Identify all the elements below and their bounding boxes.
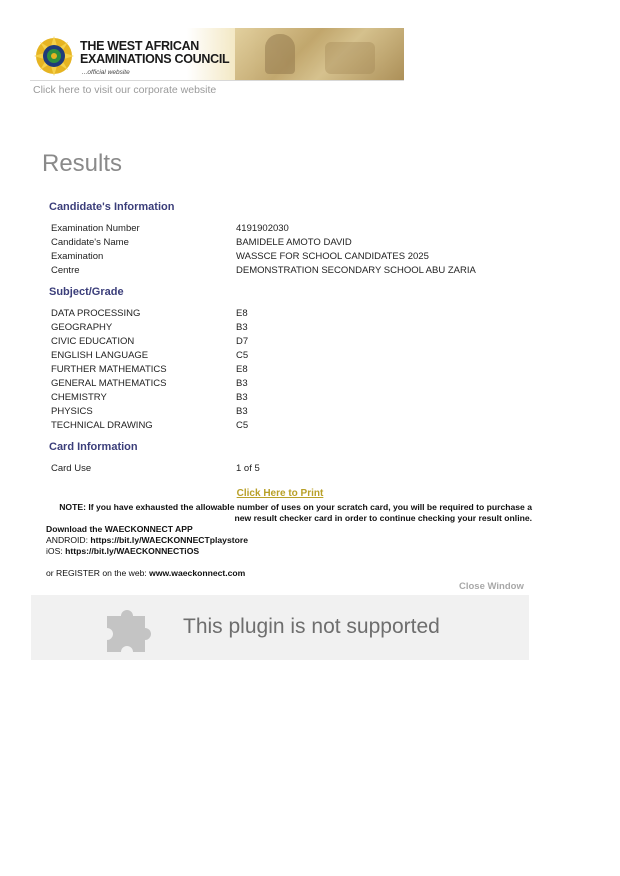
close-window-button[interactable]: Close Window [459,581,524,592]
photo-desk [325,42,375,74]
android-label: ANDROID: [46,535,91,545]
table-row [51,420,511,434]
scratch-card-note [46,502,532,524]
card-use-value: 1 of 5 [236,463,260,474]
subject-name: TECHNICAL DRAWING [51,420,153,431]
info-row-exam-number [51,223,511,237]
subject-grade: E8 [236,308,248,319]
card-info-heading: Card Information [49,441,138,453]
subject-grade: B3 [236,378,248,389]
unsupported-plugin-placeholder [31,595,529,660]
ios-link[interactable]: https://bit.ly/WAECKONNECTiOS [65,546,200,556]
page-title: Results [42,150,123,177]
candidate-info-heading: Candidate's Information [49,201,175,213]
subject-name: FURTHER MATHEMATICS [51,364,167,375]
info-value: WASSCE FOR SCHOOL CANDIDATES 2025 [236,251,429,262]
info-value: DEMONSTRATION SECONDARY SCHOOL ABU ZARIA [236,265,476,276]
waec-header-banner [30,28,404,81]
register-line [46,568,245,578]
subject-grade: C5 [236,350,249,361]
subject-grade: D7 [236,336,249,347]
info-row-examination [51,251,511,265]
subject-name: GENERAL MATHEMATICS [51,378,167,389]
app-download-title: Download the WAECKONNECT APP [46,524,193,534]
photo-figure [265,34,295,74]
info-row-centre [51,265,511,279]
info-value: BAMIDELE AMOTO DAVID [236,237,352,248]
waeckonnect-app-info [46,524,248,557]
card-use-label: Card Use [51,463,92,474]
table-row [51,336,511,350]
info-value: 4191902030 [236,223,289,234]
info-label: Examination Number [51,223,140,234]
org-name-line2: EXAMINATIONS COUNCIL [80,52,230,66]
subject-grade: B3 [236,406,248,417]
header-photo [235,28,404,80]
subject-grade: C5 [236,420,249,431]
corporate-website-link[interactable]: Click here to visit our corporate website [33,84,217,96]
subject-name: ENGLISH LANGUAGE [51,350,149,361]
puzzle-piece-icon [103,600,159,656]
subject-grade-heading: Subject/Grade [49,286,124,298]
table-row [51,322,511,336]
info-label: Centre [51,265,80,276]
subject-grade: E8 [236,364,248,375]
android-line [46,535,248,546]
info-label: Examination [51,251,104,262]
waec-seal-logo [34,36,74,76]
card-use-row [51,463,511,477]
note-line-2: new result checker card in order to continue checking your result online. [234,513,532,523]
note-line-1: NOTE: If you have exhausted the allowable number of uses on your scratch card, you will be required to purchase a [59,502,532,512]
print-button[interactable]: Click Here to Print [236,488,324,499]
subject-name: CIVIC EDUCATION [51,336,135,347]
subject-name: PHYSICS [51,406,93,417]
subject-grade: B3 [236,322,248,333]
subject-name: DATA PROCESSING [51,308,141,319]
table-row [51,378,511,392]
android-link[interactable]: https://bit.ly/WAECKONNECTplaystore [90,535,248,545]
ios-line [46,546,248,557]
subject-name: GEOGRAPHY [51,322,113,333]
subject-grade: B3 [236,392,248,403]
table-row [51,308,511,322]
register-link[interactable]: www.waeckonnect.com [149,568,246,578]
table-row [51,350,511,364]
table-row [51,392,511,406]
info-row-candidate-name [51,237,511,251]
org-name-line1: THE WEST AFRICAN [80,39,200,53]
register-text: or REGISTER on the web: [46,568,150,578]
ios-label: iOS: [46,546,66,556]
table-row [51,364,511,378]
org-name [80,40,229,66]
table-row [51,406,511,420]
plugin-message: This plugin is not supported [183,615,440,638]
info-label: Candidate's Name [51,237,129,248]
subject-name: CHEMISTRY [51,392,107,403]
org-tagline: ...official website [82,69,130,76]
